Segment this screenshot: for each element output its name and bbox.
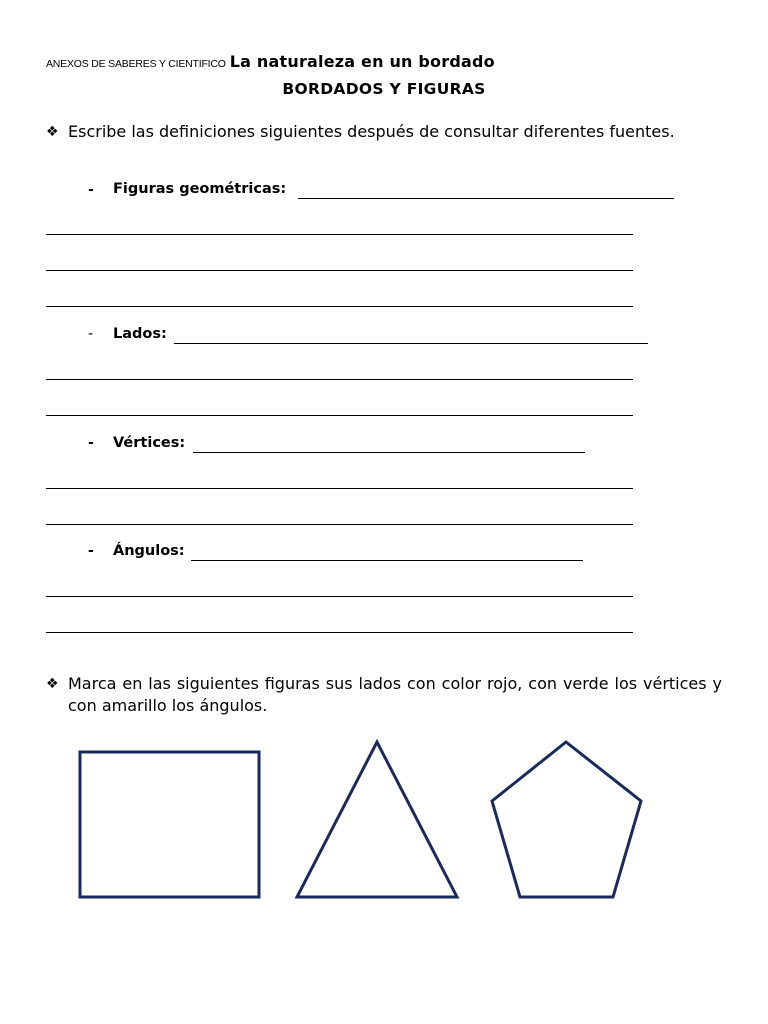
pentagon-shape[interactable] [492,742,641,897]
answer-line[interactable] [46,270,633,271]
answer-line[interactable] [298,198,674,199]
answer-line[interactable] [46,524,633,525]
answer-line[interactable] [46,415,633,416]
answer-line[interactable] [46,379,633,380]
header-prefix: ANEXOS DE SABERES Y CIENTIFICO [46,58,226,70]
term-vertices: Vértices: [113,435,186,451]
term-angulos: Ángulos: [113,543,185,559]
square-shape[interactable] [80,752,259,897]
dash-bullet: - [88,543,94,559]
instruction-1 [46,121,722,143]
instruction-2 [46,673,722,717]
diamond-bullet-icon: ❖ [46,124,59,140]
section-title: BORDADOS Y FIGURAS [282,80,486,98]
shapes-area [0,730,768,910]
instruction-text: Escribe las definiciones siguientes después de consultar diferentes fuentes. [68,122,675,141]
answer-line[interactable] [46,306,633,307]
document-title: La naturaleza en un bordado [229,52,495,71]
diamond-bullet-icon: ❖ [46,676,59,692]
answer-line[interactable] [193,452,585,453]
dash-bullet: - [88,326,94,342]
instruction-text: Marca en las siguientes figuras sus lados con color rojo, con verde los vértices y con amarillo los ángulos. [68,674,722,715]
answer-line[interactable] [174,343,648,344]
dash-bullet: - [88,435,94,451]
answer-line[interactable] [46,234,633,235]
document-header [46,52,495,71]
answer-line[interactable] [46,632,633,633]
term-lados: Lados: [113,326,167,342]
dash-bullet: - [88,182,94,198]
answer-line[interactable] [46,596,633,597]
triangle-shape[interactable] [297,742,457,897]
term-figuras-geometricas: Figuras geométricas: [113,181,287,197]
answer-line[interactable] [191,560,583,561]
answer-line[interactable] [46,488,633,489]
